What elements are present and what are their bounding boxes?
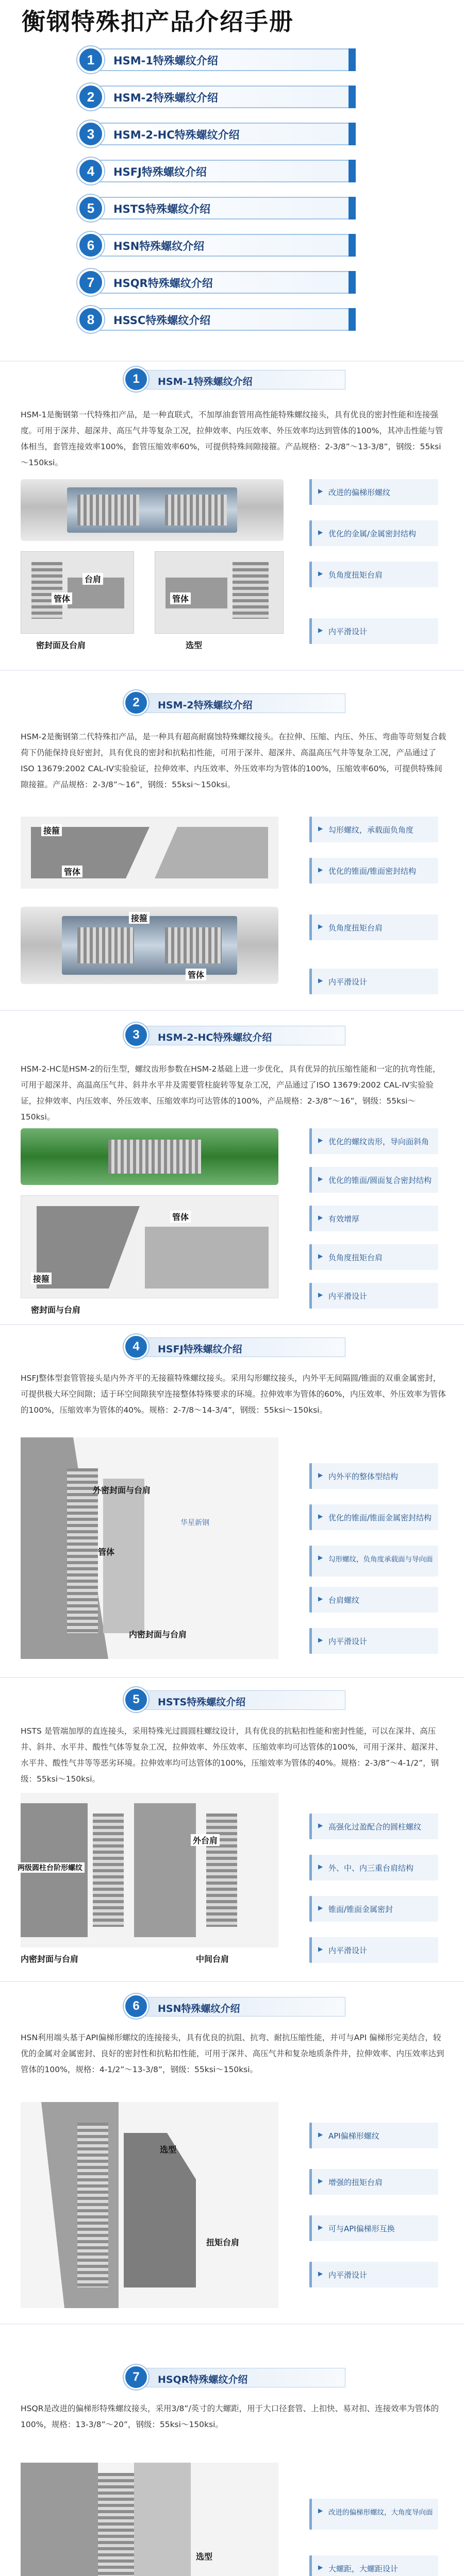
- feature-text: ▶ 外、中、内三重台肩结构: [328, 1863, 414, 1873]
- section-7-header: [124, 2365, 351, 2389]
- section-5-header: [124, 1687, 351, 1712]
- feature-item: [309, 914, 438, 940]
- caption: 接箍: [31, 1273, 52, 1284]
- section-title: HSM-1特殊螺纹介绍: [158, 376, 253, 387]
- section-4-drawing: [21, 1437, 278, 1659]
- feature-text: ▶ 内平滑设计: [328, 1946, 368, 1955]
- caption: 中间台肩: [196, 1954, 229, 1964]
- feature-item: [309, 969, 438, 994]
- toc-label: HSSC特殊螺纹介绍: [113, 314, 211, 327]
- toc-number: 5: [77, 195, 104, 222]
- feature-text: ▶ 增强的扭矩台肩: [328, 2178, 383, 2187]
- feature-item: [309, 2169, 438, 2195]
- section-3-description: HSM-2-HC是HSM-2的衍生型，螺纹齿形参数在HSM-2基础上进一步优化，具有优异的抗压缩性能和一定的抗弯性能，可用于超深井、高温高压气井、斜井水平井及需要管柱旋转等复杂工况，产品通过了ISO 13679:2002 CAL-IV实验验证，拉伸效率、内压效率、外压效率、压缩效率均可达管体的100%，产品规格：2-3/8”～16”，钢级：55ksi～150ksi。: [21, 1064, 441, 1122]
- section-title: HSM-2特殊螺纹介绍: [158, 700, 253, 711]
- thread-pattern: [77, 2123, 108, 2287]
- section-7-drawing: [21, 2463, 278, 2576]
- section-divider: [0, 670, 464, 671]
- feature-item: [309, 618, 438, 644]
- toc-item-4[interactable]: [77, 158, 366, 184]
- toc-item-6[interactable]: [77, 232, 366, 259]
- feature-text: ▶ 内平滑设计: [328, 627, 368, 636]
- feature-text: ▶ 优化的锥面/锥面密封结构: [328, 867, 417, 876]
- section-2-header: [124, 690, 351, 715]
- document-title: 衡钢特殊扣产品介绍手册: [22, 8, 294, 36]
- toc-item-1[interactable]: [77, 46, 366, 73]
- feature-item: [309, 2123, 438, 2148]
- section-1-description: HSM-1是衡钢第一代特殊扣产品，是一种直联式，不加厚油套管用高性能特殊螺纹接头，具有优良的密封性能和连接强度。可用于深井、超深井、高压气井等复杂工况，拉伸效率、内压效率、外压效率均达到管体的100%，其冲击性能与管体相当，套管连接效率100%，套管压缩效率60%，可提供特殊间隙接箍。产品规格：2-3/8”～13-3/8”，钢级：55ksi～150ksi。: [21, 410, 443, 467]
- section-divider: [0, 1981, 464, 1982]
- pin-wall: [124, 2133, 196, 2287]
- thread-pattern: [93, 1814, 124, 1927]
- section-6-drawing: [21, 2102, 278, 2308]
- section-divider: [0, 1010, 464, 1011]
- section-divider: [0, 361, 464, 362]
- section-title: HSQR特殊螺纹介绍: [158, 2374, 248, 2385]
- toc-label: HSQR特殊螺纹介绍: [113, 277, 213, 290]
- caption: 管体: [98, 1547, 115, 1557]
- caption: 管体: [62, 866, 82, 877]
- feature-item: [309, 1128, 438, 1154]
- feature-item: [309, 2555, 438, 2576]
- caption: 内密封面与台肩: [129, 1630, 187, 1639]
- pin-wall: [134, 2463, 191, 2576]
- section-number: 3: [124, 1023, 148, 1047]
- toc-item-7[interactable]: [77, 269, 366, 296]
- feature-item: [309, 1937, 438, 1963]
- feature-text: ▶ 负角度扭矩台肩: [328, 1253, 383, 1262]
- section-4-description: HSFJ整体型套管管接头是内外齐平的无接箍特殊螺纹接头。采用勾形螺纹接头，内外平无间隔圆/锥面的双重金属密封，可提供极大环空间隙；适于环空间隙狭窄连接整体特殊要求的环境。拉伸效率为管体的60%，内压效率、外压效率为管体的100%，压缩效率为管体的40%。规格：2-7/8～14-3/4”，钢级：55ksi～150ksi。: [21, 1374, 446, 1415]
- caption: 两级圆柱台阶形螺纹: [15, 1862, 85, 1873]
- section-divider: [0, 1677, 464, 1678]
- section-number: 1: [124, 367, 148, 392]
- feature-text: ▶ 锥面/锥面金属密封: [328, 1905, 393, 1914]
- toc-number: 1: [77, 46, 104, 73]
- caption: 管体: [170, 592, 191, 604]
- section-5-description: HSTS 是管端加厚的直连接头，采用特殊光过圆圆柱螺纹设计，具有优良的抗粘扣性能和密封性能，可以在深井、高压井、斜井、水平井、酸性气体等复杂工况，拉伸效率、外压效率、压缩效率均可达管体的100%，可用于深井、超深井、水平井、酸性气井等等恶劣环境。拉伸效率均可达管体的100%，压缩效率为管体的40%。规格：2-3/8”～4-1/2”，钢级：55ksi～150ksi。: [21, 1726, 443, 1784]
- feature-item: [309, 858, 438, 884]
- toc-number: 4: [77, 158, 104, 184]
- toc-label: HSFJ特殊螺纹介绍: [113, 166, 207, 178]
- feature-item: [309, 562, 438, 587]
- feature-text: ▶ 高强化过盈配合的圆柱螺纹: [328, 1822, 422, 1832]
- section-title: HSTS特殊螺纹介绍: [158, 1697, 246, 1708]
- feature-item: [309, 2499, 438, 2530]
- toc-label: HSM-2-HC特殊螺纹介绍: [113, 129, 240, 141]
- section-title: HSFJ特殊螺纹介绍: [158, 1344, 242, 1355]
- section-title: HSM-2-HC特殊螺纹介绍: [158, 1032, 272, 1043]
- toc-item-2[interactable]: [77, 83, 366, 110]
- coupling-wall: [37, 1206, 140, 1289]
- feature-text: ▶ 勾形螺纹，承载面负角度: [328, 825, 414, 835]
- thread-pattern: [31, 562, 62, 619]
- feature-text: ▶ 内平滑设计: [328, 977, 368, 987]
- thread-pattern: [77, 927, 134, 963]
- section-number: 6: [124, 1994, 148, 2019]
- feature-item: [309, 1546, 438, 1577]
- toc-label: HSM-1特殊螺纹介绍: [113, 55, 218, 67]
- feature-text: ▶ 优化的锥面/锥面金属密封结构: [328, 1513, 432, 1522]
- feature-text: ▶ 台肩螺纹: [328, 1596, 360, 1605]
- feature-item: [309, 1587, 438, 1613]
- thread-pattern: [98, 2473, 134, 2576]
- section-3-seal-drawing: [21, 1195, 278, 1298]
- thread-pattern: [165, 927, 222, 963]
- feature-text: ▶ 可与API偏梯形互换: [328, 2224, 395, 2233]
- feature-item: [309, 1463, 438, 1489]
- section-3-header: [124, 1023, 351, 1047]
- section-1-pipe-drawing: [21, 479, 284, 541]
- thread-pattern: [77, 495, 139, 526]
- thread-pattern: [165, 495, 227, 526]
- feature-item: [309, 479, 438, 505]
- caption: 接箍: [41, 824, 62, 836]
- feature-text: ▶ 内平滑设计: [328, 1292, 368, 1301]
- caption: 选型: [186, 640, 203, 650]
- feature-text: ▶ 内平滑设计: [328, 1637, 368, 1646]
- toc-number: 6: [77, 232, 104, 259]
- feature-item: [309, 1206, 438, 1231]
- feature-item: [309, 1504, 438, 1530]
- feature-text: ▶ 内外平的整体型结构: [328, 1472, 399, 1481]
- section-2-description: HSM-2是衡钢第二代特殊扣产品，是一种具有超高耐腐蚀特殊螺纹接头。在拉伸、压缩、内压、外压、弯曲等苛刻复合载荷下仍能保持良好密封，具有优良的密封和抗粘扣性能，可用于深井、超深井、高温高压气井等复杂工况，产品通过了ISO 13679:2002 CAL-IV实验验证，拉伸效率、内压效率、外压效率均为管体的100%，压缩效率60%，可提供特殊间隙接箍。产品规格：2-3/8”～16”，钢级：55ksi～150ksi。: [21, 732, 446, 789]
- toc-item-5[interactable]: [77, 195, 366, 222]
- toc-number: 7: [77, 269, 104, 296]
- section-number: 2: [124, 690, 148, 715]
- caption: 密封面及台肩: [36, 640, 86, 650]
- section-1-header: [124, 367, 351, 392]
- section-number: 5: [124, 1687, 148, 1712]
- feature-item: [309, 1167, 438, 1193]
- caption: 接箍: [129, 912, 150, 924]
- toc-label: HSTS特殊螺纹介绍: [113, 203, 211, 215]
- seal-detail-left: [21, 551, 134, 634]
- feature-item: [309, 520, 438, 546]
- feature-text: ▶ 有效增厚: [328, 1214, 360, 1224]
- toc-number: 8: [77, 306, 104, 333]
- caption: 管体: [52, 592, 72, 604]
- feature-text: ▶ 改进的偏梯形螺纹，大角度导向面: [328, 2509, 433, 2517]
- section-number: 7: [124, 2365, 148, 2389]
- feature-text: ▶ 内平滑设计: [328, 2270, 368, 2280]
- caption: 管体: [170, 1211, 191, 1223]
- caption: 台肩: [82, 573, 103, 585]
- toc-label: HSN特殊螺纹介绍: [113, 240, 205, 252]
- feature-text: ▶ 勾形螺纹，负角度承载面与导向面: [328, 1555, 433, 1564]
- thread-pattern: [233, 562, 269, 619]
- feature-text: ▶ 优化的金属/金属密封结构: [328, 529, 417, 538]
- feature-item: [309, 1855, 438, 1880]
- feature-text: ▶ 大螺距，大螺距设计: [328, 2564, 399, 2573]
- pipe-wall: [155, 827, 268, 878]
- toc-item-8[interactable]: [77, 306, 366, 333]
- feature-text: ▶ 改进的偏梯形螺纹: [328, 488, 391, 497]
- caption: 选型: [196, 2552, 213, 2562]
- thread-pattern: [206, 1814, 237, 1927]
- toc-number: 2: [77, 83, 104, 110]
- mid-wall: [134, 1803, 196, 1937]
- pipe-wall: [145, 1227, 269, 1289]
- caption: 管体: [186, 969, 206, 980]
- feature-item: [309, 1244, 438, 1270]
- caption: 扭矩台肩: [206, 2238, 240, 2247]
- caption: 内密封面与台肩: [21, 1954, 79, 1964]
- caption: 密封面与台肩: [31, 1305, 81, 1315]
- feature-item: [309, 817, 438, 842]
- feature-text: ▶ 优化的螺纹齿形，导向面斜角: [328, 1137, 429, 1146]
- section-6-header: [124, 1994, 351, 2019]
- feature-text: ▶ 负角度扭矩台肩: [328, 923, 383, 933]
- section-7-description: HSQR是改进的偏梯形特殊螺纹接头，采用3/8”/英寸的大螺距，用于大口径套管、上扣快、易对扣、连接效率为管体的100%，规格：13-3/8”～20”，钢级：55ksi～150ksi。: [21, 2404, 439, 2429]
- feature-text: ▶ 优化的锥面/圆面复合密封结构: [328, 1176, 432, 1185]
- stamp-text: 华星新钢: [180, 1519, 209, 1527]
- section-6-description: HSN利用端头基于API偏梯形螺纹的连接接头，具有优良的抗阻、抗弯、耐抗压缩性能，并可与API 偏梯形完美结合，较优的金属对金属密封、良好的密封性和抗粘扣性能，可用于深井、高压气井和复杂地质条件井，拉伸效率、内压效率达到管体的100%，规格：4-1/2”～13-3/8”，钢级：55ksi～150ksi。: [21, 2033, 444, 2074]
- section-divider: [0, 2324, 464, 2325]
- feature-text: ▶ API偏梯形螺纹: [328, 2131, 379, 2141]
- table-of-contents: [77, 46, 366, 343]
- toc-number: 3: [77, 121, 104, 147]
- section-3-pipe-drawing: [21, 1128, 278, 1185]
- feature-item: [309, 1628, 438, 1654]
- section-divider: [0, 1324, 464, 1325]
- section-number: 4: [124, 1334, 148, 1359]
- toc-label: HSM-2特殊螺纹介绍: [113, 92, 218, 104]
- caption: 选型: [160, 2145, 177, 2155]
- toc-item-3[interactable]: [77, 121, 366, 147]
- feature-item: [309, 2262, 438, 2287]
- feature-text: ▶ 负角度扭矩台肩: [328, 570, 383, 580]
- section-title: HSN特殊螺纹介绍: [158, 2003, 240, 2014]
- feature-item: [309, 2215, 438, 2241]
- thread-pattern: [108, 1140, 201, 1174]
- box-wall: [21, 2463, 98, 2576]
- caption: 外密封面与台肩: [93, 1485, 151, 1495]
- feature-item: [309, 1814, 438, 1839]
- feature-item: [309, 1283, 438, 1309]
- section-4-header: [124, 1334, 351, 1359]
- feature-item: [309, 1896, 438, 1922]
- caption: 外台肩: [191, 1834, 220, 1846]
